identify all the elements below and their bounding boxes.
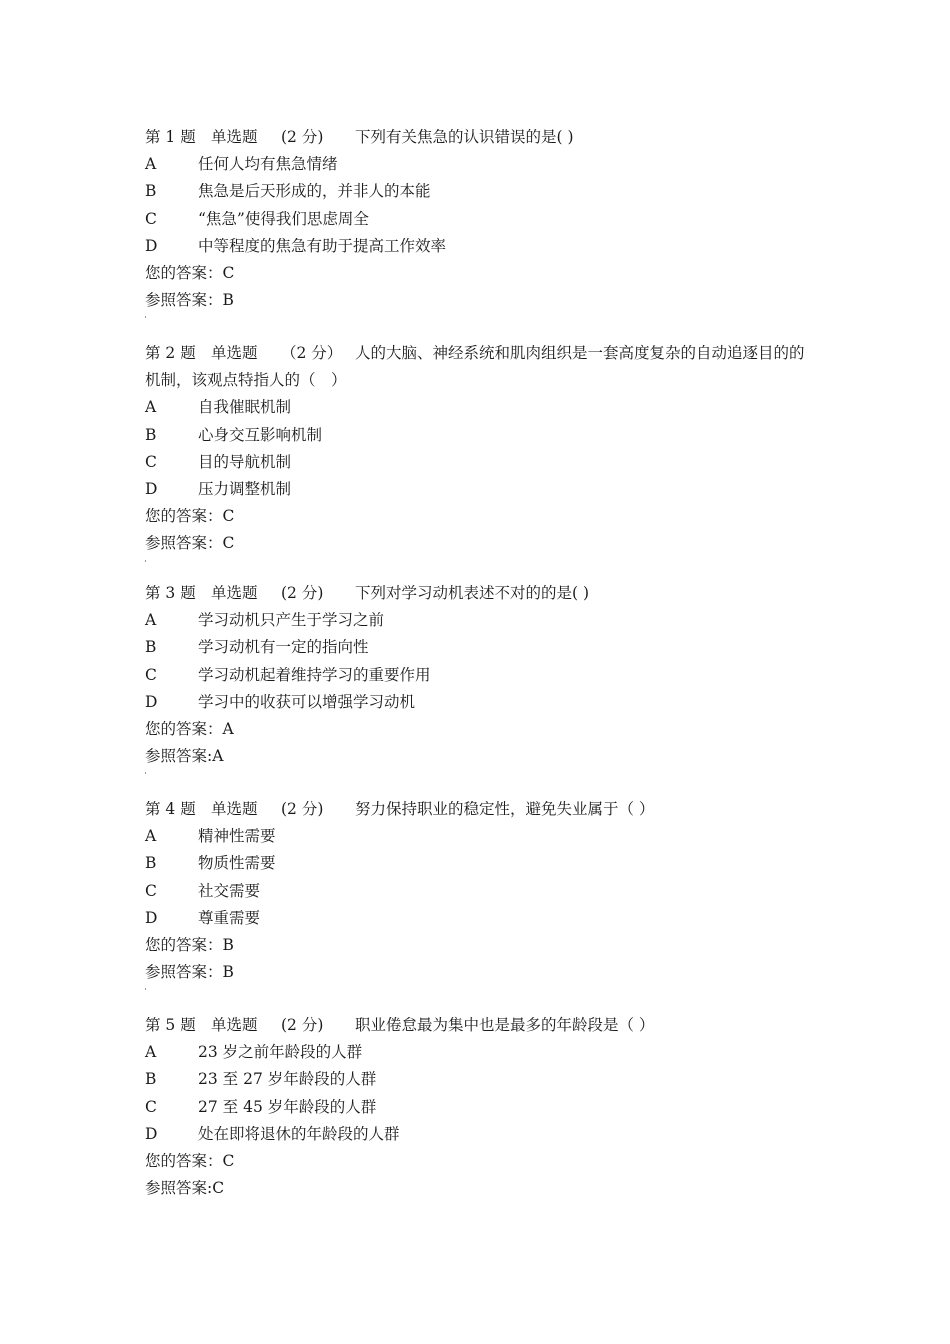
question-stem: 努力保持职业的稳定性，避免失业属于（ ） [355,800,655,818]
option-text: 尊重需要 [198,908,261,927]
reference-answer: 参照答案:A [145,747,224,766]
question-3 [145,580,805,778]
option-letter: D [145,236,158,255]
question-type: 单选题 [211,584,258,602]
option-letter: B [145,182,157,201]
question-type: 单选题 [211,800,258,818]
option-letter: C [145,209,157,228]
reference-answer: 参照答案：C [145,534,235,553]
option-letter: C [145,452,157,471]
option-text: 心身交互影响机制 [198,425,323,444]
reference-answer: 参照答案：B [145,963,234,982]
option-text: 学习动机起着维持学习的重要作用 [198,665,431,684]
option-letter: D [145,480,158,499]
option-letter: D [145,692,158,711]
question-number: 第 2 题 [145,344,196,362]
separator-mark [145,986,805,994]
separator-mark [145,558,805,566]
question-stem: 职业倦怠最为集中也是最多的年龄段是（ ） [355,1016,655,1034]
question-number: 第 3 题 [145,584,196,602]
question-header [145,796,805,823]
question-4 [145,796,805,994]
question-stem: 下列有关焦急的认识错误的是( ) [355,128,574,146]
question-number: 第 5 题 [145,1016,196,1034]
question-type: 单选题 [211,344,258,362]
option-text: 压力调整机制 [198,480,292,499]
option-a[interactable] [145,607,805,634]
question-score: （2 分） [281,344,343,362]
option-b[interactable] [145,1066,805,1093]
option-b[interactable] [145,634,805,661]
option-a[interactable] [145,394,805,421]
option-text: 23 至 27 岁年龄段的人群 [198,1070,377,1089]
option-text: 中等程度的焦急有助于提高工作效率 [198,236,447,255]
option-letter: C [145,665,157,684]
option-d[interactable] [145,905,805,932]
question-stem: 下列对学习动机表述不对的的是( ) [355,584,590,602]
option-b[interactable] [145,178,805,205]
separator-mark [145,770,805,778]
option-c[interactable] [145,206,805,233]
question-type: 单选题 [211,128,258,146]
option-d[interactable] [145,689,805,716]
question-5 [145,1012,805,1202]
option-a[interactable] [145,151,805,178]
option-a[interactable] [145,1039,805,1066]
option-text: 物质性需要 [198,854,276,873]
option-letter: A [145,827,157,846]
option-letter: B [145,1070,157,1089]
question-score: (2 分) [281,584,324,602]
reference-answer: 参照答案:C [145,1179,225,1198]
your-answer: 您的答案：A [145,720,234,739]
option-text: “焦急”使得我们思虑周全 [198,209,369,228]
option-d[interactable] [145,476,805,503]
your-answer: 您的答案：C [145,264,235,283]
option-text: 23 岁之前年龄段的人群 [198,1043,363,1062]
separator-mark [145,314,805,322]
option-a[interactable] [145,823,805,850]
option-text: 焦急是后天形成的，并非人的本能 [198,182,431,201]
option-text: 处在即将退休的年龄段的人群 [198,1124,400,1143]
option-letter: A [145,398,157,417]
your-answer: 您的答案：B [145,936,234,955]
option-letter: D [145,1124,158,1143]
question-number: 第 1 题 [145,128,196,146]
question-score: (2 分) [281,800,324,818]
option-text: 27 至 45 岁年龄段的人群 [198,1097,377,1116]
option-c[interactable] [145,878,805,905]
option-letter: C [145,881,157,900]
option-c[interactable] [145,662,805,689]
question-stem: 人的大脑、神经系统和肌肉组织是一套高度复杂的自动追逐目的的机制，该观点特指人的（ ） [145,344,805,390]
option-b[interactable] [145,422,805,449]
option-letter: D [145,908,158,927]
option-c[interactable] [145,1094,805,1121]
your-answer: 您的答案：C [145,507,235,526]
option-text: 精神性需要 [198,827,276,846]
option-letter: A [145,611,157,630]
question-score: (2 分) [281,128,324,146]
option-b[interactable] [145,850,805,877]
option-text: 自我催眠机制 [198,398,292,417]
option-letter: B [145,638,157,657]
question-number: 第 4 题 [145,800,196,818]
option-letter: B [145,425,157,444]
question-score: (2 分) [281,1016,324,1034]
option-d[interactable] [145,233,805,260]
question-header [145,340,805,394]
question-2 [145,340,805,566]
option-d[interactable] [145,1121,805,1148]
option-text: 任何人均有焦急情绪 [198,155,338,174]
option-c[interactable] [145,449,805,476]
option-letter: C [145,1097,157,1116]
question-header [145,124,805,151]
reference-answer: 参照答案：B [145,291,234,310]
question-header [145,1012,805,1039]
option-text: 社交需要 [198,881,261,900]
option-text: 学习动机只产生于学习之前 [198,611,385,630]
option-text: 目的导航机制 [198,452,292,471]
option-letter: A [145,1043,157,1062]
question-header [145,580,805,607]
option-letter: A [145,155,157,174]
question-1 [145,124,805,322]
your-answer: 您的答案：C [145,1152,235,1171]
option-text: 学习中的收获可以增强学习动机 [198,692,416,711]
question-type: 单选题 [211,1016,258,1034]
option-text: 学习动机有一定的指向性 [198,638,369,657]
option-letter: B [145,854,157,873]
